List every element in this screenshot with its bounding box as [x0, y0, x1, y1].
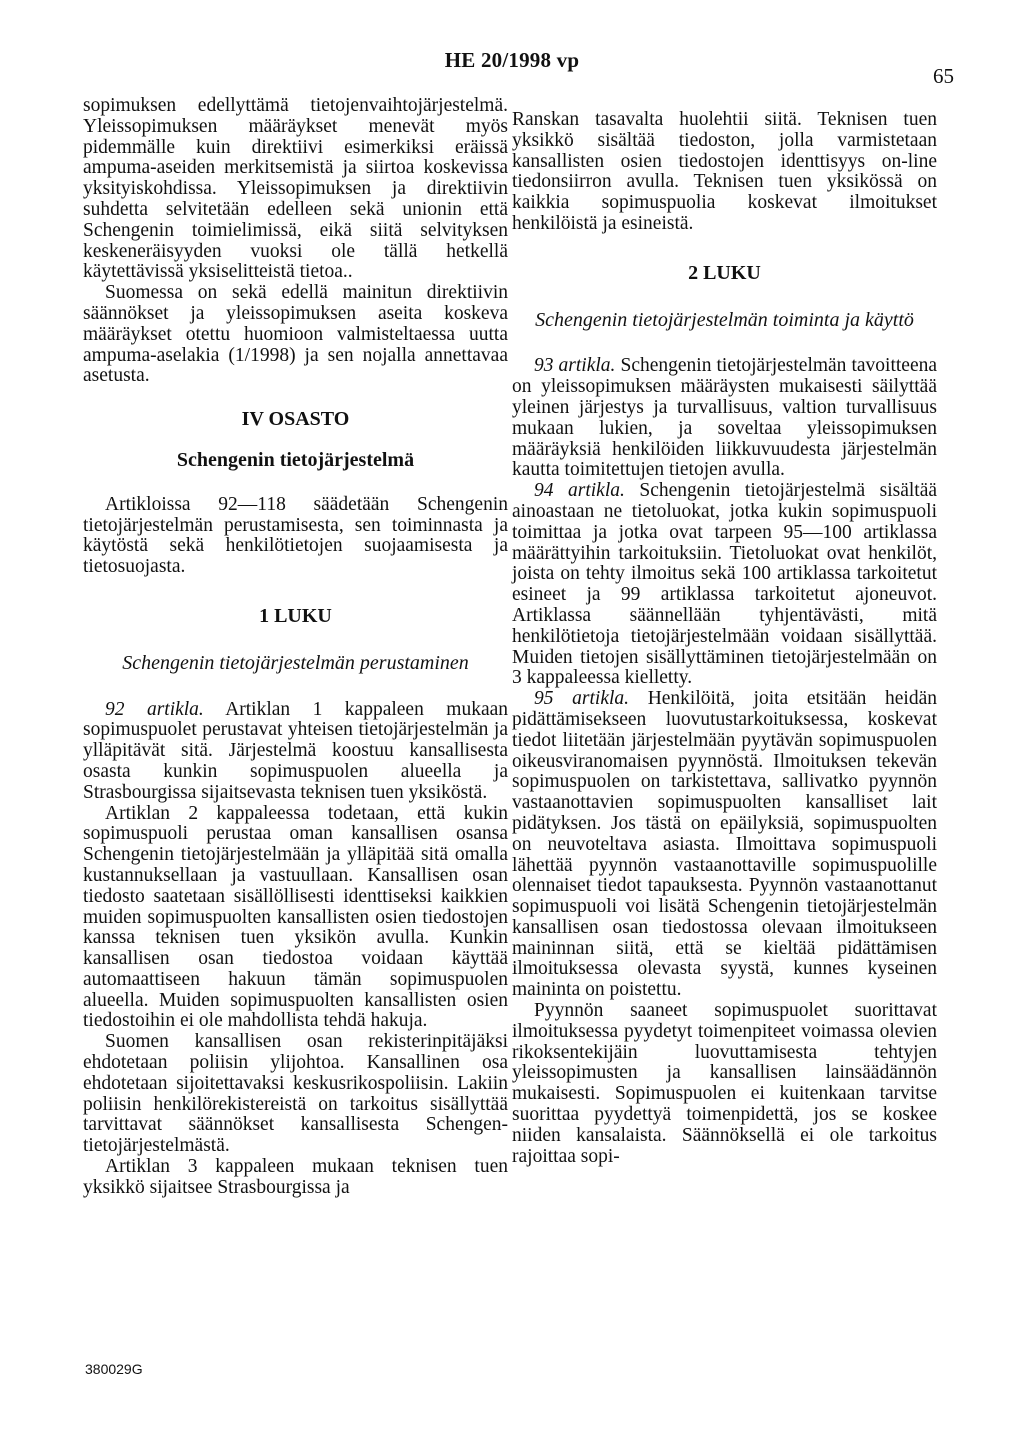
section-subheading: Schengenin tietojärjestelmä	[176, 448, 415, 471]
page-number: 65	[933, 64, 954, 88]
article-label: 94 artikla.	[534, 480, 625, 502]
paragraph: Artikloissa 92—118 säädetään Schengenin tietojärjestelmän perustamisesta, sen toiminnasta ja käytöstä sekä henkilötietojen suojaamisesta ja tietosuojasta.	[83, 493, 508, 578]
article-text: Schengenin tietojärjestelmä sisältää ainoastaan ne tietoluokat, jotka kukin sopimuspuoli toimittaa ja jotka ovat tarpeen 95—100 artiklassa määrättyihin tarkoituksiin. Tietoluokat ovat henkilöt, joista on tehty ilmoitus sekä 100 artiklassa tarkoitetut esineet ja 99 artiklassa tarkoitetut ajoneuvot. Artiklassa säännellään tyhjentävästi, mitä henkilötietoja tietojärjestelmään voidaan sisällyttää. Muiden tietojen sisällyttäminen tietojärjestelmään on 3 kappaleessa kielletty.	[512, 480, 938, 689]
article-paragraph	[512, 481, 937, 689]
paragraph: Pyynnön saaneet sopimuspuolet suorittavat ilmoituksessa pyydetyt toimenpiteet voimassa olevien rikoksentekijäin luovuttamisesta tehtyjen yleissopimusten ja kansallisen lainsäädännön mukaisesti. Sopimuspuolen ei kuitenkaan tarvitse suorittaa pyydettyä toimenpidettä, jos se koskee niiden kansalaista. Säännöksellä ei ole tarkoitus rajoittaa sopi-	[512, 1000, 937, 1167]
paragraph: Suomessa on sekä edellä mainitun direktiivin säännökset ja yleissopimuksen aseita koskeva määräykset otettu huomioon valmisteltaessa uutta ampuma-aselakia (1/1998) ja sen nojalla annettavaa asetusta.	[83, 282, 508, 387]
left-column	[83, 96, 508, 1199]
article-label: 95 artikla.	[534, 688, 630, 710]
paragraph: Suomen kansallisen osan rekisterinpitäjäksi ehdotetaan poliisin ylijohtoa. Kansallinen osa ehdotetaan sijoitettavaksi keskusrikospoliisin. Lakiin poliisin henkilörekistereistä on tarkoitus sisällyttää tarvittavat säännökset kansallisesta Schengen-tietojärjestelmästä.	[83, 1031, 508, 1157]
article-paragraph	[512, 689, 937, 1001]
paragraph: sopimuksen edellyttämä tietojenvaihtojärjestelmä. Yleissopimuksen määräykset menevät myös pidemmälle kuin direktiivi esimerkiksi eräissä ampuma-aseiden merkitsemistä ja siirtoa koskevissa yksityiskohdissa. Yleissopimuksen ja direktiivin suhdetta selvitetään edelleen sekä unionin että Schengenin toimielimissä, eikä siitä selvityksen keskeneräisyyden vuoksi ole tällä hetkellä käytettävissä yksiselitteistä tietoa..	[83, 95, 508, 283]
article-paragraph	[512, 356, 937, 481]
article-text: Schengenin tietojärjestelmän tavoitteena on yleissopimuksen määräysten mukaisesti säilyttää yleinen järjestys ja turvallisuus, valtion turvallisuus mukaan lukien, ja soveltaa yleissopimuksen määräyksiä henkilöiden liikkuvuudesta järjestelmän kautta toimitettujen tietojen avulla.	[512, 355, 938, 481]
article-text: Henkilöitä, joita etsitään heidän pidättämisekseen luovutustarkoituksessa, koskevat tiedot liitetään järjestelmään pyytävän sopimuspuolen oikeusviranomaisen pyynnöstä. Ilmoituksen tekevän sopimuspuolen on tarkistettava, sallivatko pyynnön vastaanottavien sopimuspuolten kansalliset lait pidätyksen. Jos tästä on epäilyksiä, sopimuspuolten on neuvoteltava asiasta. Ilmoittava sopimuspuoli lähettää pyynnön vastaanottaville sopimuspuolille olennaiset tiedot tapauksesta. Pyynnön vastaanottanut sopimuspuoli voi lisätä Schengenin tietojärjestelmän kansallisen osan tiedostossa olevaan ilmoitukseen maininnan siitä, että se kieltää pidättämisen ilmoituksessa olevasta syystä, kunnes kyseinen maininta on poistettu.	[512, 688, 938, 1001]
document-header-title: HE 20/1998 vp	[444, 48, 580, 72]
document-code: 380029G	[85, 1361, 143, 1377]
article-label: 93 artikla.	[534, 355, 616, 377]
article-text: Artiklan 1 kappaleen mukaan sopimuspuolet perustavat yhteisen tietojärjestelmän ja ylläpitävät sitä. Järjestelmä koostuu kansallisesta osasta kunkin sopimuspuolen alueella ja Strasbourgissa sijaitsevasta teknisen tuen yksiköstä.	[83, 698, 508, 803]
article-paragraph	[83, 700, 508, 804]
paragraph: Ranskan tasavalta huolehtii siitä. Teknisen tuen yksikkö sisältää tiedoston, jolla varmistetaan kansallisten osien tiedostojen identtisyys on-line tiedonsiirron avulla. Teknisen tuen yksikössä on kaikkia sopimuspuolia koskevat ilmoitukset henkilöistä ja esineistä.	[512, 109, 937, 234]
paragraph: Artiklan 3 kappaleen mukaan teknisen tuen yksikkö sijaitsee Strasbourgissa ja	[83, 1156, 508, 1198]
chapter-heading: 2 LUKU	[688, 261, 761, 284]
section-heading: IV OSASTO	[241, 408, 350, 431]
paragraph: Artiklan 2 kappaleessa todetaan, että kukin sopimuspuoli perustaa oman kansallisen osansa Schengenin tietojärjestelmään ja ylläpitää sitä omalla kustannuksellaan ja vastuullaan. Kansallisen osan tiedosto saatetaan sisällöllisesti identtiseksi kaikkien muiden sopimuspuolten kansallisten osien tiedostojen kanssa teknisen tuen yksikön avulla. Kunkin kansallisen osan tiedostoa voidaan käyttää automaattiseen hakuun tämän sopimuspuolen alueella. Muiden sopimuspuolten kansallisten osien tiedostoihin ei ole mahdollista tehdä hakuja.	[83, 802, 508, 1032]
article-label: 92 artikla.	[105, 698, 204, 720]
chapter-title: Schengenin tietojärjestelmän toiminta ja käyttö	[535, 308, 914, 331]
right-column	[512, 110, 937, 1167]
chapter-heading: 1 LUKU	[259, 604, 332, 627]
chapter-title: Schengenin tietojärjestelmän perustaminen	[122, 651, 469, 674]
